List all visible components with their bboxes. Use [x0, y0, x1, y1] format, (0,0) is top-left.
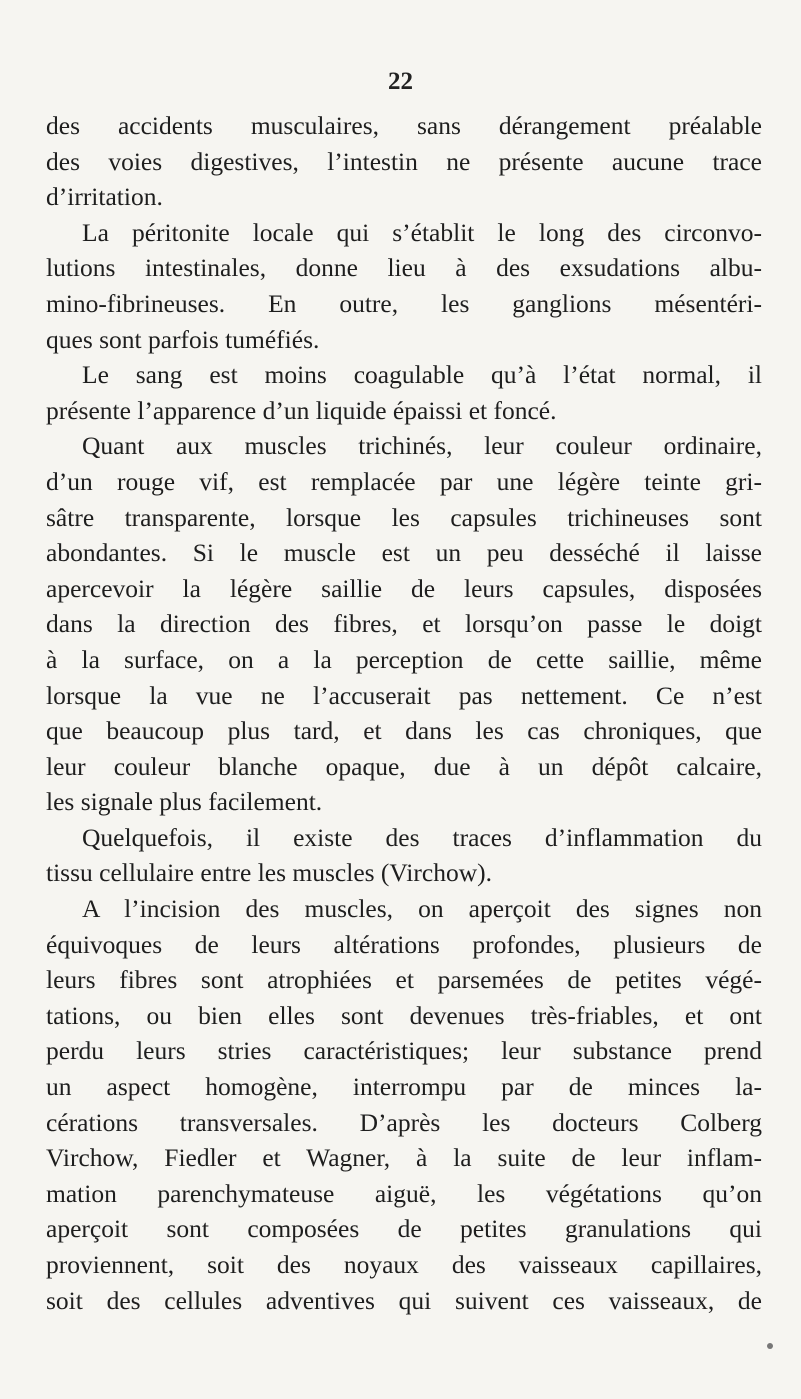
text-line: perdu leurs stries caractéristiques; leur substance prend: [46, 1036, 762, 1066]
text-line: des voies digestives, l’intestin ne présente aucune trace: [46, 146, 762, 176]
paper-mark: [767, 1343, 773, 1349]
text-line: sâtre transparente, lorsque les capsules trichineuses sont: [46, 502, 762, 532]
text-line: à la surface, on a la perception de cette saillie, même: [46, 644, 762, 674]
text-line: proviennent, soit des noyaux des vaisseaux capillaires,: [46, 1250, 762, 1279]
text-line: Virchow, Fiedler et Wagner, à la suite de leur inflam-: [46, 1143, 762, 1173]
text-line: Le sang est moins coagulable qu’à l’état normal, il: [82, 360, 762, 390]
text-line: un aspect homogène, interrompu par de minces la-: [46, 1072, 762, 1102]
text-line: Quelquefois, il existe des traces d’inflammation du: [82, 822, 762, 852]
text-line: mino-fibrineuses. En outre, les ganglions mésentéri-: [46, 288, 762, 318]
text-line: présente l’apparence d’un liquide épaissi et foncé.: [46, 395, 557, 425]
text-line: ques sont parfois tuméfiés.: [46, 324, 320, 354]
text-line: tissu cellulaire entre les muscles (Virchow).: [46, 858, 492, 888]
text-line: aperçoit sont composées de petites granulations qui: [46, 1214, 762, 1244]
text-line: abondantes. Si le muscle est un peu desséché il laisse: [46, 538, 762, 568]
text-line: des accidents musculaires, sans dérangement préalable: [46, 111, 762, 140]
body-text: [46, 108, 762, 1318]
text-line: d’un rouge vif, est remplacée par une légère teinte gri-: [46, 466, 762, 496]
text-line: leurs fibres sont atrophiées et parsemées de petites végé-: [46, 965, 762, 995]
text-line: A l’incision des muscles, on aperçoit des signes non: [82, 894, 762, 924]
text-line: dans la direction des fibres, et lorsqu’on passe le doigt: [46, 609, 762, 639]
text-line: La péritonite locale qui s’établit le long des circonvo-: [82, 217, 762, 247]
text-line: que beaucoup plus tard, et dans les cas chroniques, que: [46, 716, 762, 746]
text-line: mation parenchymateuse aiguë, les végétations qu’on: [46, 1178, 762, 1208]
text-line: lutions intestinales, donne lieu à des exsudations albu-: [46, 253, 762, 283]
text-line: soit des cellules adventives qui suivent ces vaisseaux, de: [46, 1285, 762, 1315]
text-line: équivoques de leurs altérations profondes, plusieurs de: [46, 929, 762, 959]
text-line: les signale plus facilement.: [46, 787, 323, 817]
page-number: 22: [388, 68, 413, 95]
text-line: lorsque la vue ne l’accuserait pas nettement. Ce n’est: [46, 680, 762, 710]
text-line: leur couleur blanche opaque, due à un dépôt calcaire,: [46, 751, 762, 781]
text-line: cérations transversales. D’après les docteurs Colberg: [46, 1107, 762, 1137]
text-line: Quant aux muscles trichinés, leur couleur ordinaire,: [82, 431, 762, 461]
text-line: d’irritation.: [46, 182, 163, 212]
text-line: apercevoir la légère saillie de leurs capsules, disposées: [46, 573, 762, 603]
text-line: tations, ou bien elles sont devenues très-friables, et ont: [46, 1000, 762, 1030]
